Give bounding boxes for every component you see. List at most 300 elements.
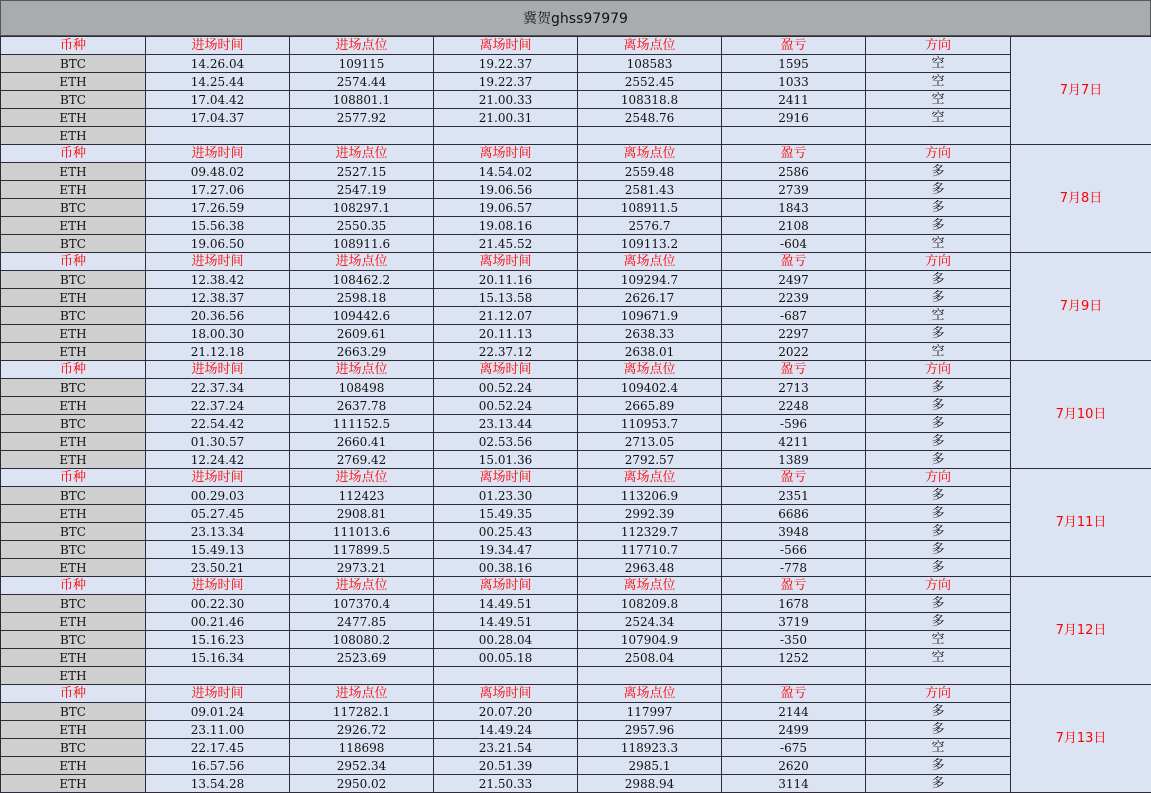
column-header: 进场时间: [146, 469, 290, 487]
date-cell: 7月11日: [1011, 469, 1151, 577]
direction-cell: 多: [866, 451, 1011, 469]
column-header: 币种: [1, 253, 146, 271]
exit-price-cell: 118923.3: [578, 739, 722, 757]
column-header: 盈亏: [722, 145, 866, 163]
direction-cell: 空: [866, 55, 1011, 73]
entry-time-cell: 22.37.24: [146, 397, 290, 415]
entry-price-cell: 112423: [290, 487, 434, 505]
coin-cell: BTC: [1, 199, 146, 217]
direction-cell: 空: [866, 343, 1011, 361]
header-row: [1, 469, 1151, 487]
entry-time-cell: 13.54.28: [146, 775, 290, 793]
date-cell: 7月9日: [1011, 253, 1151, 361]
coin-cell: BTC: [1, 415, 146, 433]
entry-price-cell: 2952.34: [290, 757, 434, 775]
exit-price-cell: 2626.17: [578, 289, 722, 307]
entry-price-cell: 109115: [290, 55, 434, 73]
entry-price-cell: 2577.92: [290, 109, 434, 127]
entry-price-cell: 2950.02: [290, 775, 434, 793]
column-header: 进场点位: [290, 361, 434, 379]
direction-cell: 多: [866, 613, 1011, 631]
direction-cell: 多: [866, 541, 1011, 559]
coin-cell: ETH: [1, 757, 146, 775]
column-header: 进场点位: [290, 577, 434, 595]
table-row: [1, 343, 1151, 361]
entry-price-cell: 117282.1: [290, 703, 434, 721]
direction-cell: 空: [866, 235, 1011, 253]
direction-cell: 空: [866, 91, 1011, 109]
exit-price-cell: 112329.7: [578, 523, 722, 541]
coin-cell: ETH: [1, 217, 146, 235]
column-header: 方向: [866, 469, 1011, 487]
direction-cell: [866, 667, 1011, 685]
entry-time-cell: 19.06.50: [146, 235, 290, 253]
pnl-cell: 2239: [722, 289, 866, 307]
direction-cell: 多: [866, 757, 1011, 775]
entry-time-cell: 22.54.42: [146, 415, 290, 433]
table-row: [1, 613, 1151, 631]
table-row: [1, 523, 1151, 541]
exit-time-cell: 00.38.16: [434, 559, 578, 577]
column-header: 方向: [866, 577, 1011, 595]
table-row: [1, 721, 1151, 739]
column-header: 进场点位: [290, 253, 434, 271]
coin-cell: BTC: [1, 541, 146, 559]
table-row: [1, 325, 1151, 343]
exit-time-cell: 15.13.58: [434, 289, 578, 307]
column-header: 离场时间: [434, 577, 578, 595]
column-header: 方向: [866, 145, 1011, 163]
direction-cell: 多: [866, 703, 1011, 721]
pnl-cell: -604: [722, 235, 866, 253]
column-header: 方向: [866, 361, 1011, 379]
direction-cell: 多: [866, 505, 1011, 523]
table-row: [1, 487, 1151, 505]
entry-price-cell: [290, 127, 434, 145]
exit-time-cell: 21.00.31: [434, 109, 578, 127]
entry-time-cell: 05.27.45: [146, 505, 290, 523]
coin-cell: ETH: [1, 505, 146, 523]
entry-price-cell: 2598.18: [290, 289, 434, 307]
entry-price-cell: 2769.42: [290, 451, 434, 469]
date-cell: 7月8日: [1011, 145, 1151, 253]
exit-time-cell: 23.21.54: [434, 739, 578, 757]
exit-price-cell: 2524.34: [578, 613, 722, 631]
exit-time-cell: 20.11.13: [434, 325, 578, 343]
exit-price-cell: 2713.05: [578, 433, 722, 451]
column-header: 离场时间: [434, 253, 578, 271]
column-header: 币种: [1, 469, 146, 487]
exit-price-cell: 2638.01: [578, 343, 722, 361]
exit-time-cell: [434, 667, 578, 685]
table-row: [1, 199, 1151, 217]
entry-time-cell: 14.25.44: [146, 73, 290, 91]
entry-price-cell: 2550.35: [290, 217, 434, 235]
exit-time-cell: 20.07.20: [434, 703, 578, 721]
exit-time-cell: 14.49.51: [434, 613, 578, 631]
table-row: [1, 649, 1151, 667]
pnl-cell: 2916: [722, 109, 866, 127]
direction-cell: 多: [866, 379, 1011, 397]
entry-price-cell: 107370.4: [290, 595, 434, 613]
entry-price-cell: 2477.85: [290, 613, 434, 631]
entry-price-cell: 2574.44: [290, 73, 434, 91]
entry-price-cell: 2637.78: [290, 397, 434, 415]
column-header: 方向: [866, 685, 1011, 703]
exit-price-cell: 2559.48: [578, 163, 722, 181]
column-header: 进场点位: [290, 685, 434, 703]
pnl-cell: 1595: [722, 55, 866, 73]
pnl-cell: 1033: [722, 73, 866, 91]
header-row: [1, 577, 1151, 595]
exit-price-cell: 2576.7: [578, 217, 722, 235]
table-row: [1, 379, 1151, 397]
column-header: 离场时间: [434, 361, 578, 379]
header-row: [1, 253, 1151, 271]
entry-time-cell: 00.22.30: [146, 595, 290, 613]
entry-time-cell: 20.36.56: [146, 307, 290, 325]
direction-cell: 多: [866, 487, 1011, 505]
entry-price-cell: 118698: [290, 739, 434, 757]
exit-time-cell: 00.52.24: [434, 397, 578, 415]
coin-cell: BTC: [1, 739, 146, 757]
pnl-cell: 1389: [722, 451, 866, 469]
direction-cell: 空: [866, 109, 1011, 127]
entry-time-cell: 17.27.06: [146, 181, 290, 199]
direction-cell: 多: [866, 523, 1011, 541]
table-row: [1, 91, 1151, 109]
exit-price-cell: 107904.9: [578, 631, 722, 649]
exit-time-cell: 19.08.16: [434, 217, 578, 235]
coin-cell: ETH: [1, 433, 146, 451]
header-row: [1, 685, 1151, 703]
coin-cell: ETH: [1, 109, 146, 127]
pnl-cell: [722, 127, 866, 145]
exit-price-cell: 108318.8: [578, 91, 722, 109]
coin-cell: BTC: [1, 307, 146, 325]
exit-price-cell: 2552.45: [578, 73, 722, 91]
entry-time-cell: 12.38.37: [146, 289, 290, 307]
table-row: [1, 451, 1151, 469]
header-row: [1, 361, 1151, 379]
exit-time-cell: 14.49.51: [434, 595, 578, 613]
entry-price-cell: 2523.69: [290, 649, 434, 667]
exit-time-cell: 00.28.04: [434, 631, 578, 649]
direction-cell: 多: [866, 397, 1011, 415]
entry-time-cell: 17.04.42: [146, 91, 290, 109]
entry-time-cell: 23.11.00: [146, 721, 290, 739]
coin-cell: ETH: [1, 127, 146, 145]
pnl-cell: -687: [722, 307, 866, 325]
table-row: [1, 595, 1151, 613]
table-row: [1, 667, 1151, 685]
exit-time-cell: 19.34.47: [434, 541, 578, 559]
direction-cell: 多: [866, 217, 1011, 235]
table-row: [1, 505, 1151, 523]
coin-cell: BTC: [1, 235, 146, 253]
exit-price-cell: 2992.39: [578, 505, 722, 523]
exit-price-cell: 109294.7: [578, 271, 722, 289]
entry-price-cell: 2926.72: [290, 721, 434, 739]
exit-price-cell: 109402.4: [578, 379, 722, 397]
coin-cell: ETH: [1, 343, 146, 361]
direction-cell: 多: [866, 559, 1011, 577]
column-header: 离场点位: [578, 253, 722, 271]
column-header: 进场点位: [290, 145, 434, 163]
entry-price-cell: 111152.5: [290, 415, 434, 433]
coin-cell: ETH: [1, 73, 146, 91]
exit-time-cell: 15.01.36: [434, 451, 578, 469]
coin-cell: BTC: [1, 271, 146, 289]
direction-cell: 空: [866, 73, 1011, 91]
direction-cell: 多: [866, 775, 1011, 793]
pnl-cell: 1678: [722, 595, 866, 613]
entry-price-cell: 108911.6: [290, 235, 434, 253]
column-header: 盈亏: [722, 469, 866, 487]
pnl-cell: -566: [722, 541, 866, 559]
column-header: 币种: [1, 361, 146, 379]
coin-cell: BTC: [1, 379, 146, 397]
pnl-cell: 2297: [722, 325, 866, 343]
exit-price-cell: 2988.94: [578, 775, 722, 793]
entry-price-cell: 108462.2: [290, 271, 434, 289]
pnl-cell: 2108: [722, 217, 866, 235]
direction-cell: 多: [866, 415, 1011, 433]
entry-price-cell: 2973.21: [290, 559, 434, 577]
pnl-cell: 6686: [722, 505, 866, 523]
exit-time-cell: 00.25.43: [434, 523, 578, 541]
exit-time-cell: [434, 127, 578, 145]
entry-time-cell: 12.38.42: [146, 271, 290, 289]
coin-cell: ETH: [1, 649, 146, 667]
entry-price-cell: 108498: [290, 379, 434, 397]
pnl-cell: 2144: [722, 703, 866, 721]
table-row: [1, 415, 1151, 433]
column-header: 离场点位: [578, 685, 722, 703]
entry-time-cell: [146, 667, 290, 685]
table-row: [1, 433, 1151, 451]
coin-cell: ETH: [1, 775, 146, 793]
entry-time-cell: 17.26.59: [146, 199, 290, 217]
column-header: 进场时间: [146, 145, 290, 163]
exit-time-cell: 00.52.24: [434, 379, 578, 397]
column-header: 离场时间: [434, 685, 578, 703]
entry-time-cell: 22.17.45: [146, 739, 290, 757]
column-header: 币种: [1, 577, 146, 595]
exit-time-cell: 21.00.33: [434, 91, 578, 109]
exit-price-cell: 2508.04: [578, 649, 722, 667]
coin-cell: ETH: [1, 325, 146, 343]
pnl-cell: -350: [722, 631, 866, 649]
pnl-cell: 2713: [722, 379, 866, 397]
entry-time-cell: 21.12.18: [146, 343, 290, 361]
pnl-cell: 2497: [722, 271, 866, 289]
entry-time-cell: 23.13.34: [146, 523, 290, 541]
column-header: 离场时间: [434, 145, 578, 163]
entry-price-cell: 108297.1: [290, 199, 434, 217]
column-header: 盈亏: [722, 253, 866, 271]
coin-cell: ETH: [1, 397, 146, 415]
exit-price-cell: 2548.76: [578, 109, 722, 127]
entry-time-cell: [146, 127, 290, 145]
exit-price-cell: 2665.89: [578, 397, 722, 415]
coin-cell: BTC: [1, 55, 146, 73]
direction-cell: 多: [866, 289, 1011, 307]
date-cell: 7月12日: [1011, 577, 1151, 685]
coin-cell: ETH: [1, 163, 146, 181]
pnl-cell: 1843: [722, 199, 866, 217]
exit-time-cell: 01.23.30: [434, 487, 578, 505]
exit-time-cell: 21.12.07: [434, 307, 578, 325]
table-row: [1, 757, 1151, 775]
table-row: [1, 541, 1151, 559]
column-header: 进场点位: [290, 469, 434, 487]
entry-price-cell: 117899.5: [290, 541, 434, 559]
pnl-cell: 3114: [722, 775, 866, 793]
table-row: [1, 739, 1151, 757]
coin-cell: BTC: [1, 523, 146, 541]
exit-time-cell: 23.13.44: [434, 415, 578, 433]
table-row: [1, 109, 1151, 127]
exit-time-cell: 19.06.57: [434, 199, 578, 217]
exit-price-cell: 117710.7: [578, 541, 722, 559]
exit-price-cell: [578, 667, 722, 685]
entry-price-cell: 109442.6: [290, 307, 434, 325]
exit-price-cell: 113206.9: [578, 487, 722, 505]
direction-cell: 多: [866, 433, 1011, 451]
date-cell: 7月7日: [1011, 37, 1151, 145]
exit-time-cell: 00.05.18: [434, 649, 578, 667]
column-header: 方向: [866, 37, 1011, 55]
coin-cell: BTC: [1, 595, 146, 613]
table-row: [1, 181, 1151, 199]
column-header: 离场点位: [578, 469, 722, 487]
exit-price-cell: 2957.96: [578, 721, 722, 739]
pnl-cell: 2620: [722, 757, 866, 775]
direction-cell: 多: [866, 271, 1011, 289]
exit-time-cell: 20.51.39: [434, 757, 578, 775]
direction-cell: 多: [866, 721, 1011, 739]
coin-cell: BTC: [1, 91, 146, 109]
exit-time-cell: 21.50.33: [434, 775, 578, 793]
direction-cell: 空: [866, 739, 1011, 757]
sheet-title: 冀贺ghss97979: [0, 0, 1151, 36]
entry-time-cell: 15.16.34: [146, 649, 290, 667]
exit-price-cell: 2638.33: [578, 325, 722, 343]
coin-cell: BTC: [1, 631, 146, 649]
exit-time-cell: 02.53.56: [434, 433, 578, 451]
table-row: [1, 775, 1151, 793]
column-header: 进场点位: [290, 37, 434, 55]
entry-price-cell: 108801.1: [290, 91, 434, 109]
exit-price-cell: 109671.9: [578, 307, 722, 325]
exit-price-cell: 2581.43: [578, 181, 722, 199]
exit-time-cell: 14.49.24: [434, 721, 578, 739]
pnl-cell: 2499: [722, 721, 866, 739]
table-row: [1, 289, 1151, 307]
direction-cell: 多: [866, 163, 1011, 181]
column-header: 盈亏: [722, 37, 866, 55]
pnl-cell: 1252: [722, 649, 866, 667]
exit-price-cell: 2985.1: [578, 757, 722, 775]
entry-time-cell: 09.01.24: [146, 703, 290, 721]
header-row: [1, 37, 1151, 55]
pnl-cell: 2739: [722, 181, 866, 199]
exit-time-cell: 19.06.56: [434, 181, 578, 199]
exit-time-cell: 14.54.02: [434, 163, 578, 181]
exit-price-cell: 117997: [578, 703, 722, 721]
column-header: 进场时间: [146, 577, 290, 595]
exit-time-cell: 21.45.52: [434, 235, 578, 253]
entry-price-cell: 2609.61: [290, 325, 434, 343]
direction-cell: 多: [866, 595, 1011, 613]
entry-price-cell: 111013.6: [290, 523, 434, 541]
entry-time-cell: 00.21.46: [146, 613, 290, 631]
coin-cell: BTC: [1, 703, 146, 721]
entry-time-cell: 23.50.21: [146, 559, 290, 577]
entry-time-cell: 18.00.30: [146, 325, 290, 343]
column-header: 方向: [866, 253, 1011, 271]
coin-cell: ETH: [1, 613, 146, 631]
exit-time-cell: 19.22.37: [434, 55, 578, 73]
exit-price-cell: 109113.2: [578, 235, 722, 253]
entry-price-cell: 2547.19: [290, 181, 434, 199]
entry-time-cell: 12.24.42: [146, 451, 290, 469]
coin-cell: BTC: [1, 487, 146, 505]
direction-cell: 空: [866, 649, 1011, 667]
header-row: [1, 145, 1151, 163]
direction-cell: [866, 127, 1011, 145]
entry-price-cell: 2660.41: [290, 433, 434, 451]
column-header: 离场时间: [434, 469, 578, 487]
table-row: [1, 703, 1151, 721]
trade-table: [0, 36, 1151, 793]
column-header: 进场时间: [146, 253, 290, 271]
pnl-cell: -778: [722, 559, 866, 577]
coin-cell: ETH: [1, 667, 146, 685]
table-row: [1, 631, 1151, 649]
coin-cell: ETH: [1, 181, 146, 199]
table-row: [1, 235, 1151, 253]
exit-price-cell: [578, 127, 722, 145]
entry-time-cell: 14.26.04: [146, 55, 290, 73]
entry-price-cell: 2908.81: [290, 505, 434, 523]
entry-time-cell: 16.57.56: [146, 757, 290, 775]
coin-cell: ETH: [1, 721, 146, 739]
date-cell: 7月13日: [1011, 685, 1151, 793]
pnl-cell: 2411: [722, 91, 866, 109]
exit-price-cell: 108911.5: [578, 199, 722, 217]
column-header: 离场时间: [434, 37, 578, 55]
column-header: 币种: [1, 145, 146, 163]
pnl-cell: 2586: [722, 163, 866, 181]
entry-time-cell: 17.04.37: [146, 109, 290, 127]
entry-time-cell: 15.56.38: [146, 217, 290, 235]
table-row: [1, 397, 1151, 415]
table-row: [1, 307, 1151, 325]
column-header: 进场时间: [146, 361, 290, 379]
pnl-cell: 4211: [722, 433, 866, 451]
coin-cell: ETH: [1, 289, 146, 307]
entry-time-cell: 22.37.34: [146, 379, 290, 397]
table-row: [1, 127, 1151, 145]
entry-price-cell: 2527.15: [290, 163, 434, 181]
entry-price-cell: [290, 667, 434, 685]
exit-price-cell: 2792.57: [578, 451, 722, 469]
exit-price-cell: 2963.48: [578, 559, 722, 577]
table-row: [1, 217, 1151, 235]
pnl-cell: 2351: [722, 487, 866, 505]
